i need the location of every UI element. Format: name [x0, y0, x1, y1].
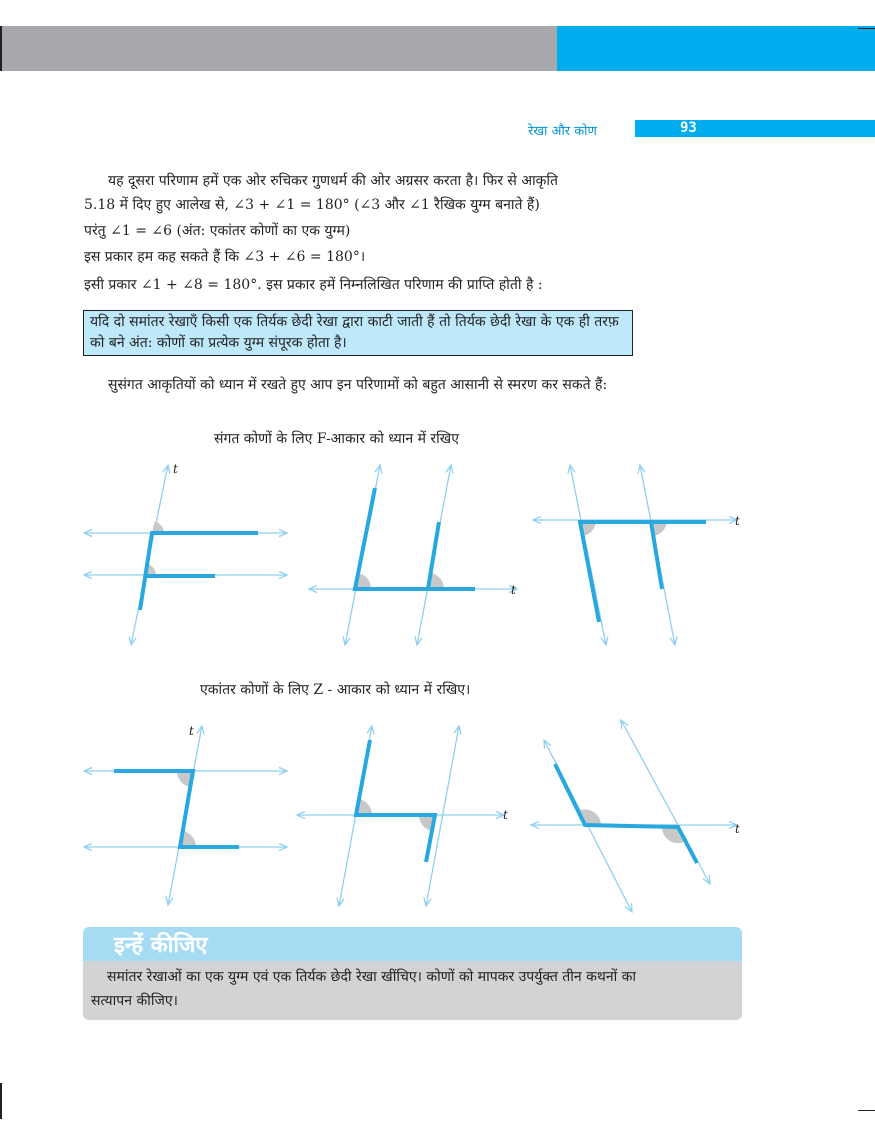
paragraph-1-line-1: यह दूसरा परिणाम हमें एक ओर रुचिकर गुणधर्म की ओर अग्रसर करता है। फिर से आकृति: [108, 173, 558, 189]
f-shape-highlight: [140, 533, 258, 610]
f-figure-2: [309, 465, 517, 645]
result-box: यदि दो समांतर रेखाएँ किसी एक तिर्यक छेदी रेखा द्वारा काटी जाती हैं तो तिर्यक छेदी रेखा के एक ही तरफ़ को बने अंत: कोणों का प्रत्येक युग्म संपूरक होता है।: [83, 310, 633, 356]
f-figure-3: [533, 465, 740, 645]
f-shape-highlight: [355, 488, 475, 589]
crop-mark-right-bottom: [858, 1110, 875, 1111]
z-shape-highlight: [356, 740, 435, 862]
running-title: रेखा और कोण: [528, 124, 597, 139]
paragraph-1-line-2: 5.18 में दिए हुए आलेख से, ∠3 + ∠1 = 180° (∠3 और ∠1 रैखिक युग्म बनाते हैं): [84, 197, 540, 213]
paragraph-line-3: परंतु ∠1 = ∠6 (अंत: एकांतर कोणों का एक युग्म): [84, 223, 351, 239]
z-figure-1: [84, 724, 287, 905]
z-shape-caption: एकांतर कोणों के लिए Z - आकार को ध्यान में रखिए।: [200, 682, 471, 698]
transversal-label: t: [735, 822, 740, 836]
activity-body: [83, 961, 742, 1020]
paragraph-line-4: इस प्रकार हम कह सकते हैं कि ∠3 + ∠6 = 180°।: [84, 249, 366, 265]
f-figure-1: [84, 462, 287, 645]
transversal-label: t: [503, 808, 508, 822]
transversal-label: t: [735, 514, 740, 528]
z-figure-3: [531, 720, 740, 912]
page-number: 93: [680, 120, 697, 136]
z-shape-highlight: [114, 771, 239, 847]
activity-title: इन्हें कीजिए: [114, 933, 208, 958]
transversal-label: t: [173, 462, 178, 476]
paragraph-2: सुसंगत आकृतियों को ध्यान में रखते हुए आप इन परिणामों को बहुत आसानी से स्मरण कर सकते हैं:: [108, 377, 608, 393]
transversal-label: t: [189, 724, 194, 738]
activity-text: समांतर रेखाओं का एक युग्म एवं एक तिर्यक छेदी रेखा खींचिए। कोणों को मापकर उपर्युक्त तीन कथनों का सत्यापन कीजिए।: [91, 969, 637, 1009]
paragraph-line-5: इसी प्रकार ∠1 + ∠8 = 180°. इस प्रकार हमें निम्नलिखित परिणाम की प्राप्ति होती है :: [84, 277, 543, 293]
z-shape-highlight: [555, 764, 697, 863]
transversal-label: t: [511, 583, 516, 597]
crop-mark-left-bottom: [0, 1083, 2, 1119]
f-shape-caption: संगत कोणों के लिए F-आकार को ध्यान में रखिए: [214, 431, 459, 447]
z-figure-2: [297, 726, 508, 906]
